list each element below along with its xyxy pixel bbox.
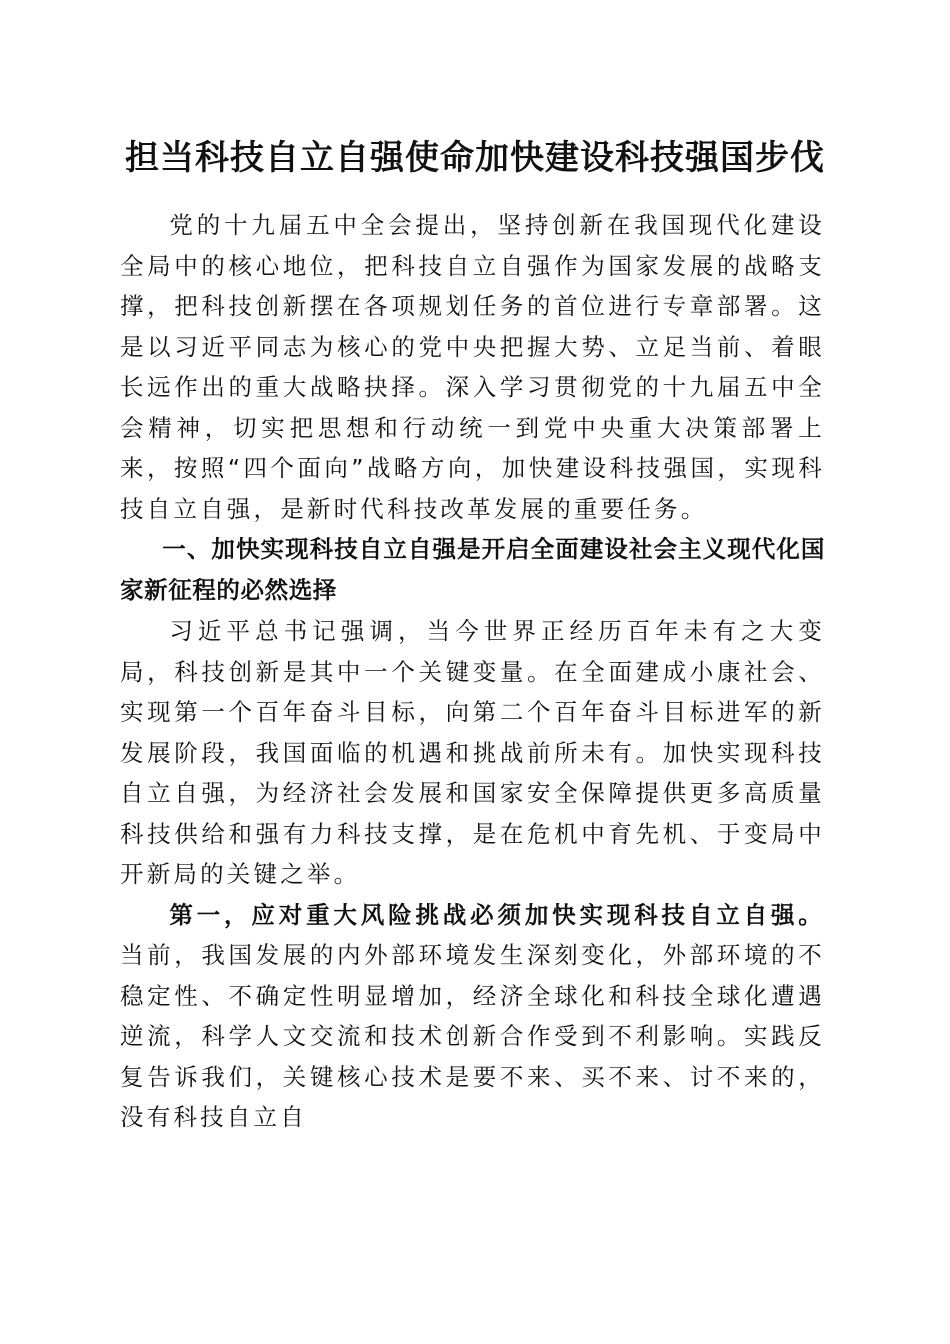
paragraph-intro: 党的十九届五中全会提出，坚持创新在我国现代化建设全局中的核心地位，把科技自立自强作为国家发展的战略支撑，把科技创新摆在各项规划任务的首位进行专章部署。这是以习近平同志为核心的党中央把握大势、立足当前、着眼长远作出的重大战略抉择。深入学习贯彻党的十九届五中全会精神，切实把思想和行动统一到党中央重大决策部署上来，按照“四个面向”战略方向，加快建设科技强国，实现科技自立自强，是新时代科技改革发展的重要任务。 bbox=[120, 211, 825, 523]
document-body bbox=[120, 205, 825, 1138]
point-1-lead: 第一，应对重大风险挑战必须加快实现科技自立自强。 bbox=[169, 900, 825, 929]
point-1-text: 当前，我国发展的内外部环境发生深刻变化，外部环境的不稳定性、不确定性明显增加，经济全球化和科技全球化遭遇逆流，科学人文交流和技术创新合作受到不利影响。实践反复告诉我们，关键核心技术是要不来、买不来、讨不来的，没有科技自立自 bbox=[120, 941, 825, 1131]
paragraph-point-1 bbox=[120, 895, 825, 1138]
document-title: 担当科技自立自强使命加快建设科技强国步伐 bbox=[125, 138, 825, 178]
section-heading-1: 一、加快实现科技自立自强是开启全面建设社会主义现代化国家新征程的必然选择 bbox=[120, 535, 825, 604]
paragraph-section-1: 习近平总书记强调，当今世界正经历百年未有之大变局，科技创新是其中一个关键变量。在全面建成小康社会、实现第一个百年奋斗目标，向第二个百年奋斗目标进军的新发展阶段，我国面临的机遇和挑战前所未有。加快实现科技自立自强，为经济社会发展和国家安全保障提供更多高质量科技供给和强有力科技支撑，是在危机中育先机、于变局中开新局的关键之举。 bbox=[120, 617, 825, 888]
